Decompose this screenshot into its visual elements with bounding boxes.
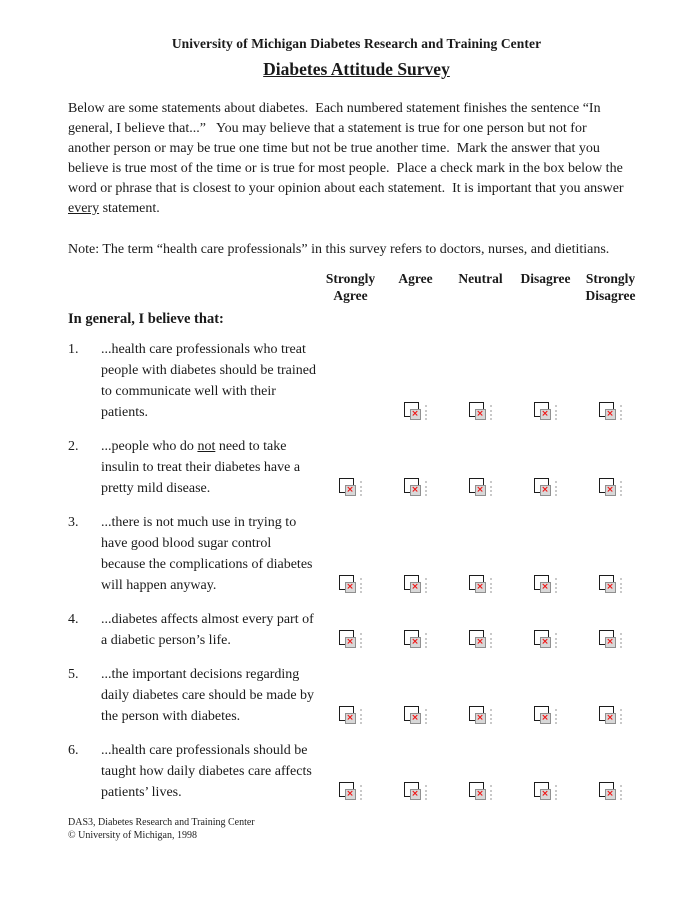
broken-image-checkbox-icon[interactable] <box>534 782 558 802</box>
text-segment: statement. <box>99 201 160 216</box>
broken-image-checkbox-icon[interactable] <box>469 575 493 595</box>
dotted-line <box>490 481 492 496</box>
red-x-glyph: × <box>541 713 549 723</box>
item-statement <box>68 512 318 596</box>
dotted-line <box>425 709 427 724</box>
dotted-line <box>490 709 492 724</box>
red-x-glyph: × <box>606 789 614 799</box>
column-header-2: Agree <box>398 271 433 286</box>
note-paragraph: Note: The term “health care professionals” in this survey refers to doctors, nurses, and dietitians. <box>68 242 610 257</box>
placeholder-glyph-box <box>475 485 486 496</box>
item-statement-text <box>101 609 316 651</box>
dotted-line <box>620 633 622 648</box>
dotted-line <box>360 785 362 800</box>
item-statement-text <box>101 512 316 596</box>
placeholder-glyph-box <box>410 582 421 593</box>
placeholder-glyph-box <box>540 713 551 724</box>
underlined-text: every <box>68 201 100 216</box>
underlined-text: not <box>197 439 216 454</box>
response-cell-neutral[interactable] <box>448 477 513 499</box>
placeholder-glyph-box <box>410 637 421 648</box>
response-cell-strongly-disagree[interactable] <box>578 781 643 803</box>
dotted-line <box>490 578 492 593</box>
placeholder-glyph-box <box>475 637 486 648</box>
placeholder-glyph-box <box>540 582 551 593</box>
placeholder-glyph-box <box>605 582 616 593</box>
item-statement <box>68 339 318 423</box>
response-cell-neutral[interactable] <box>448 574 513 596</box>
broken-image-checkbox-icon[interactable] <box>404 782 428 802</box>
broken-image-checkbox-icon[interactable] <box>534 575 558 595</box>
red-x-glyph: × <box>606 713 614 723</box>
dotted-line <box>555 405 557 420</box>
response-cell-disagree[interactable] <box>513 629 578 651</box>
response-cell-strongly-agree[interactable] <box>318 574 383 596</box>
broken-image-checkbox-icon[interactable] <box>469 478 493 498</box>
red-x-glyph: × <box>541 637 549 647</box>
placeholder-glyph-box <box>345 713 356 724</box>
item-statement-text <box>101 740 316 803</box>
text-segment: ...the important decisions regarding daily diabetes care should be made by the person with diabetes. <box>101 667 318 724</box>
response-cell-strongly-disagree[interactable] <box>578 574 643 596</box>
placeholder-glyph-box <box>410 789 421 800</box>
document-title: Diabetes Attitude Survey <box>263 59 450 79</box>
response-cell-agree[interactable] <box>383 574 448 596</box>
broken-image-checkbox-icon[interactable] <box>534 478 558 498</box>
dotted-line <box>360 481 362 496</box>
response-cells <box>318 781 643 803</box>
dotted-line <box>620 481 622 496</box>
placeholder-glyph-box <box>605 637 616 648</box>
placeholder-glyph-box <box>475 582 486 593</box>
broken-image-checkbox-icon[interactable] <box>339 782 363 802</box>
red-x-glyph: × <box>476 582 484 592</box>
red-x-glyph: × <box>541 789 549 799</box>
broken-image-checkbox-icon[interactable] <box>599 478 623 498</box>
item-statement-text <box>101 436 316 499</box>
response-cells <box>318 629 643 651</box>
red-x-glyph: × <box>606 582 614 592</box>
placeholder-glyph-box <box>540 409 551 420</box>
response-cell-strongly-agree[interactable] <box>318 781 383 803</box>
dotted-line <box>425 481 427 496</box>
column-header-4: Disagree <box>520 271 571 286</box>
broken-image-checkbox-icon[interactable] <box>404 706 428 726</box>
response-cells <box>318 401 643 423</box>
response-cell-neutral[interactable] <box>448 705 513 727</box>
placeholder-glyph-box <box>345 485 356 496</box>
item-number: 3. <box>68 515 79 530</box>
text-segment: Below are some statements about diabetes. Each numbered statement finishes the sentence “In general, I believe that...” You may believe that a statement is true for one person but not for another person or may be true one time but not be true another time. Mark the answer that you believe is true most of the time or is true for most people. Place a check mark in the box below the word or phrase that is closest to your opinion about each statement. It is important that you answer <box>68 101 628 196</box>
broken-image-checkbox-icon[interactable] <box>599 630 623 650</box>
survey-item-1 <box>68 339 645 423</box>
dotted-line <box>620 405 622 420</box>
red-x-glyph: × <box>476 637 484 647</box>
red-x-glyph: × <box>541 582 549 592</box>
dotted-line <box>360 709 362 724</box>
broken-image-checkbox-icon[interactable] <box>404 575 428 595</box>
footer-copyright: © University of Michigan, 1998 <box>68 830 197 841</box>
response-cell-agree[interactable] <box>383 781 448 803</box>
broken-image-checkbox-icon[interactable] <box>534 706 558 726</box>
placeholder-glyph-box <box>475 789 486 800</box>
placeholder-glyph-box <box>605 485 616 496</box>
column-header-1: Strongly Agree <box>325 271 376 303</box>
dotted-line <box>555 578 557 593</box>
broken-image-checkbox-icon[interactable] <box>469 402 493 422</box>
survey-item-5 <box>68 664 645 727</box>
text-segment: need to take insulin to treat their diabetes have a pretty mild disease. <box>101 439 304 496</box>
item-number: 4. <box>68 612 79 627</box>
text-segment: ...health care professionals should be taught how daily diabetes care affects patients’ lives. <box>101 743 316 800</box>
dotted-line <box>555 481 557 496</box>
dotted-line <box>490 405 492 420</box>
dotted-line <box>425 633 427 648</box>
red-x-glyph: × <box>411 637 419 647</box>
red-x-glyph: × <box>476 713 484 723</box>
red-x-glyph: × <box>476 409 484 419</box>
response-cell-disagree[interactable] <box>513 781 578 803</box>
response-cells <box>318 574 643 596</box>
red-x-glyph: × <box>411 485 419 495</box>
broken-image-checkbox-icon[interactable] <box>469 630 493 650</box>
dotted-line <box>425 405 427 420</box>
broken-image-checkbox-icon[interactable] <box>534 630 558 650</box>
dotted-line <box>620 578 622 593</box>
item-statement-text <box>101 664 316 727</box>
placeholder-glyph-box <box>410 485 421 496</box>
response-cell-strongly-agree[interactable] <box>318 629 383 651</box>
text-segment: ...health care professionals who treat people with diabetes should be trained to communicate well with their patients. <box>101 342 320 420</box>
response-cells <box>318 705 643 727</box>
placeholder-glyph-box <box>605 409 616 420</box>
broken-image-checkbox-icon[interactable] <box>469 706 493 726</box>
response-cell-neutral[interactable] <box>448 781 513 803</box>
survey-item-4 <box>68 609 645 651</box>
broken-image-checkbox-icon[interactable] <box>534 402 558 422</box>
survey-item-3 <box>68 512 645 596</box>
item-statement-text <box>101 339 320 423</box>
red-x-glyph: × <box>606 409 614 419</box>
dotted-line <box>425 578 427 593</box>
response-cell-strongly-agree[interactable] <box>318 477 383 499</box>
broken-image-checkbox-icon[interactable] <box>599 706 623 726</box>
text-segment: ...diabetes affects almost every part of a diabetic person’s life. <box>101 612 318 648</box>
response-cell-neutral[interactable] <box>448 629 513 651</box>
red-x-glyph: × <box>411 713 419 723</box>
dotted-line <box>360 578 362 593</box>
red-x-glyph: × <box>476 485 484 495</box>
organization-title: University of Michigan Diabetes Research and Training Center <box>171 36 542 51</box>
response-cell-disagree[interactable] <box>513 705 578 727</box>
response-cell-disagree[interactable] <box>513 477 578 499</box>
broken-image-checkbox-icon[interactable] <box>339 706 363 726</box>
item-number: 2. <box>68 439 79 454</box>
red-x-glyph: × <box>346 582 354 592</box>
placeholder-glyph-box <box>475 409 486 420</box>
column-headers <box>318 270 643 304</box>
placeholder-glyph-box <box>345 637 356 648</box>
response-cell-strongly-disagree[interactable] <box>578 477 643 499</box>
item-number: 6. <box>68 743 79 758</box>
broken-image-checkbox-icon[interactable] <box>404 478 428 498</box>
response-cell-strongly-agree <box>318 401 383 423</box>
broken-image-checkbox-icon[interactable] <box>404 402 428 422</box>
broken-image-checkbox-icon[interactable] <box>404 630 428 650</box>
page-footer <box>68 816 645 842</box>
column-header-5: Strongly Disagree <box>585 271 636 303</box>
dotted-line <box>360 633 362 648</box>
broken-image-checkbox-icon[interactable] <box>469 782 493 802</box>
red-x-glyph: × <box>411 582 419 592</box>
dotted-line <box>620 709 622 724</box>
red-x-glyph: × <box>346 789 354 799</box>
dotted-line <box>490 633 492 648</box>
dotted-line <box>555 785 557 800</box>
broken-image-checkbox-icon[interactable] <box>599 402 623 422</box>
column-headers-row <box>68 270 645 304</box>
placeholder-glyph-box <box>345 582 356 593</box>
item-number: 5. <box>68 667 79 682</box>
column-header-3: Neutral <box>458 271 503 286</box>
response-cell-disagree[interactable] <box>513 401 578 423</box>
red-x-glyph: × <box>541 409 549 419</box>
red-x-glyph: × <box>346 485 354 495</box>
response-cell-strongly-disagree[interactable] <box>578 705 643 727</box>
item-statement <box>68 436 318 499</box>
response-cells <box>318 477 643 499</box>
statement-stem-prompt: In general, I believe that: <box>68 311 224 327</box>
dotted-line <box>620 785 622 800</box>
dotted-line <box>555 709 557 724</box>
broken-image-checkbox-icon[interactable] <box>599 575 623 595</box>
response-cell-neutral[interactable] <box>448 401 513 423</box>
item-statement <box>68 664 318 727</box>
broken-image-checkbox-icon[interactable] <box>339 478 363 498</box>
item-statement <box>68 740 318 803</box>
dotted-line <box>425 785 427 800</box>
text-segment: ...there is not much use in trying to have good blood sugar control because the complications of diabetes will happen anyway. <box>101 515 316 593</box>
placeholder-glyph-box <box>410 409 421 420</box>
red-x-glyph: × <box>541 485 549 495</box>
survey-item-6 <box>68 740 645 803</box>
red-x-glyph: × <box>476 789 484 799</box>
response-cell-strongly-disagree[interactable] <box>578 401 643 423</box>
red-x-glyph: × <box>411 789 419 799</box>
broken-image-checkbox-icon[interactable] <box>339 630 363 650</box>
item-statement <box>68 609 318 651</box>
survey-items <box>68 339 645 803</box>
placeholder-glyph-box <box>410 713 421 724</box>
placeholder-glyph-box <box>605 713 616 724</box>
red-x-glyph: × <box>346 637 354 647</box>
placeholder-glyph-box <box>540 637 551 648</box>
survey-item-2 <box>68 436 645 499</box>
response-cell-strongly-agree[interactable] <box>318 705 383 727</box>
red-x-glyph: × <box>411 409 419 419</box>
broken-image-checkbox-icon[interactable] <box>339 575 363 595</box>
placeholder-glyph-box <box>605 789 616 800</box>
intro-paragraph <box>68 99 628 219</box>
response-cell-agree[interactable] <box>383 705 448 727</box>
red-x-glyph: × <box>346 713 354 723</box>
broken-image-checkbox-icon[interactable] <box>599 782 623 802</box>
item-number: 1. <box>68 342 79 357</box>
dotted-line <box>490 785 492 800</box>
red-x-glyph: × <box>606 637 614 647</box>
response-cell-agree[interactable] <box>383 629 448 651</box>
response-cell-agree[interactable] <box>383 401 448 423</box>
response-cell-agree[interactable] <box>383 477 448 499</box>
placeholder-glyph-box <box>475 713 486 724</box>
text-segment: ...people who do <box>101 439 198 454</box>
placeholder-glyph-box <box>540 485 551 496</box>
red-x-glyph: × <box>606 485 614 495</box>
response-cell-disagree[interactable] <box>513 574 578 596</box>
placeholder-glyph-box <box>540 789 551 800</box>
footer-form-id: DAS3, Diabetes Research and Training Center <box>68 817 255 828</box>
dotted-line <box>555 633 557 648</box>
placeholder-glyph-box <box>345 789 356 800</box>
response-cell-strongly-disagree[interactable] <box>578 629 643 651</box>
